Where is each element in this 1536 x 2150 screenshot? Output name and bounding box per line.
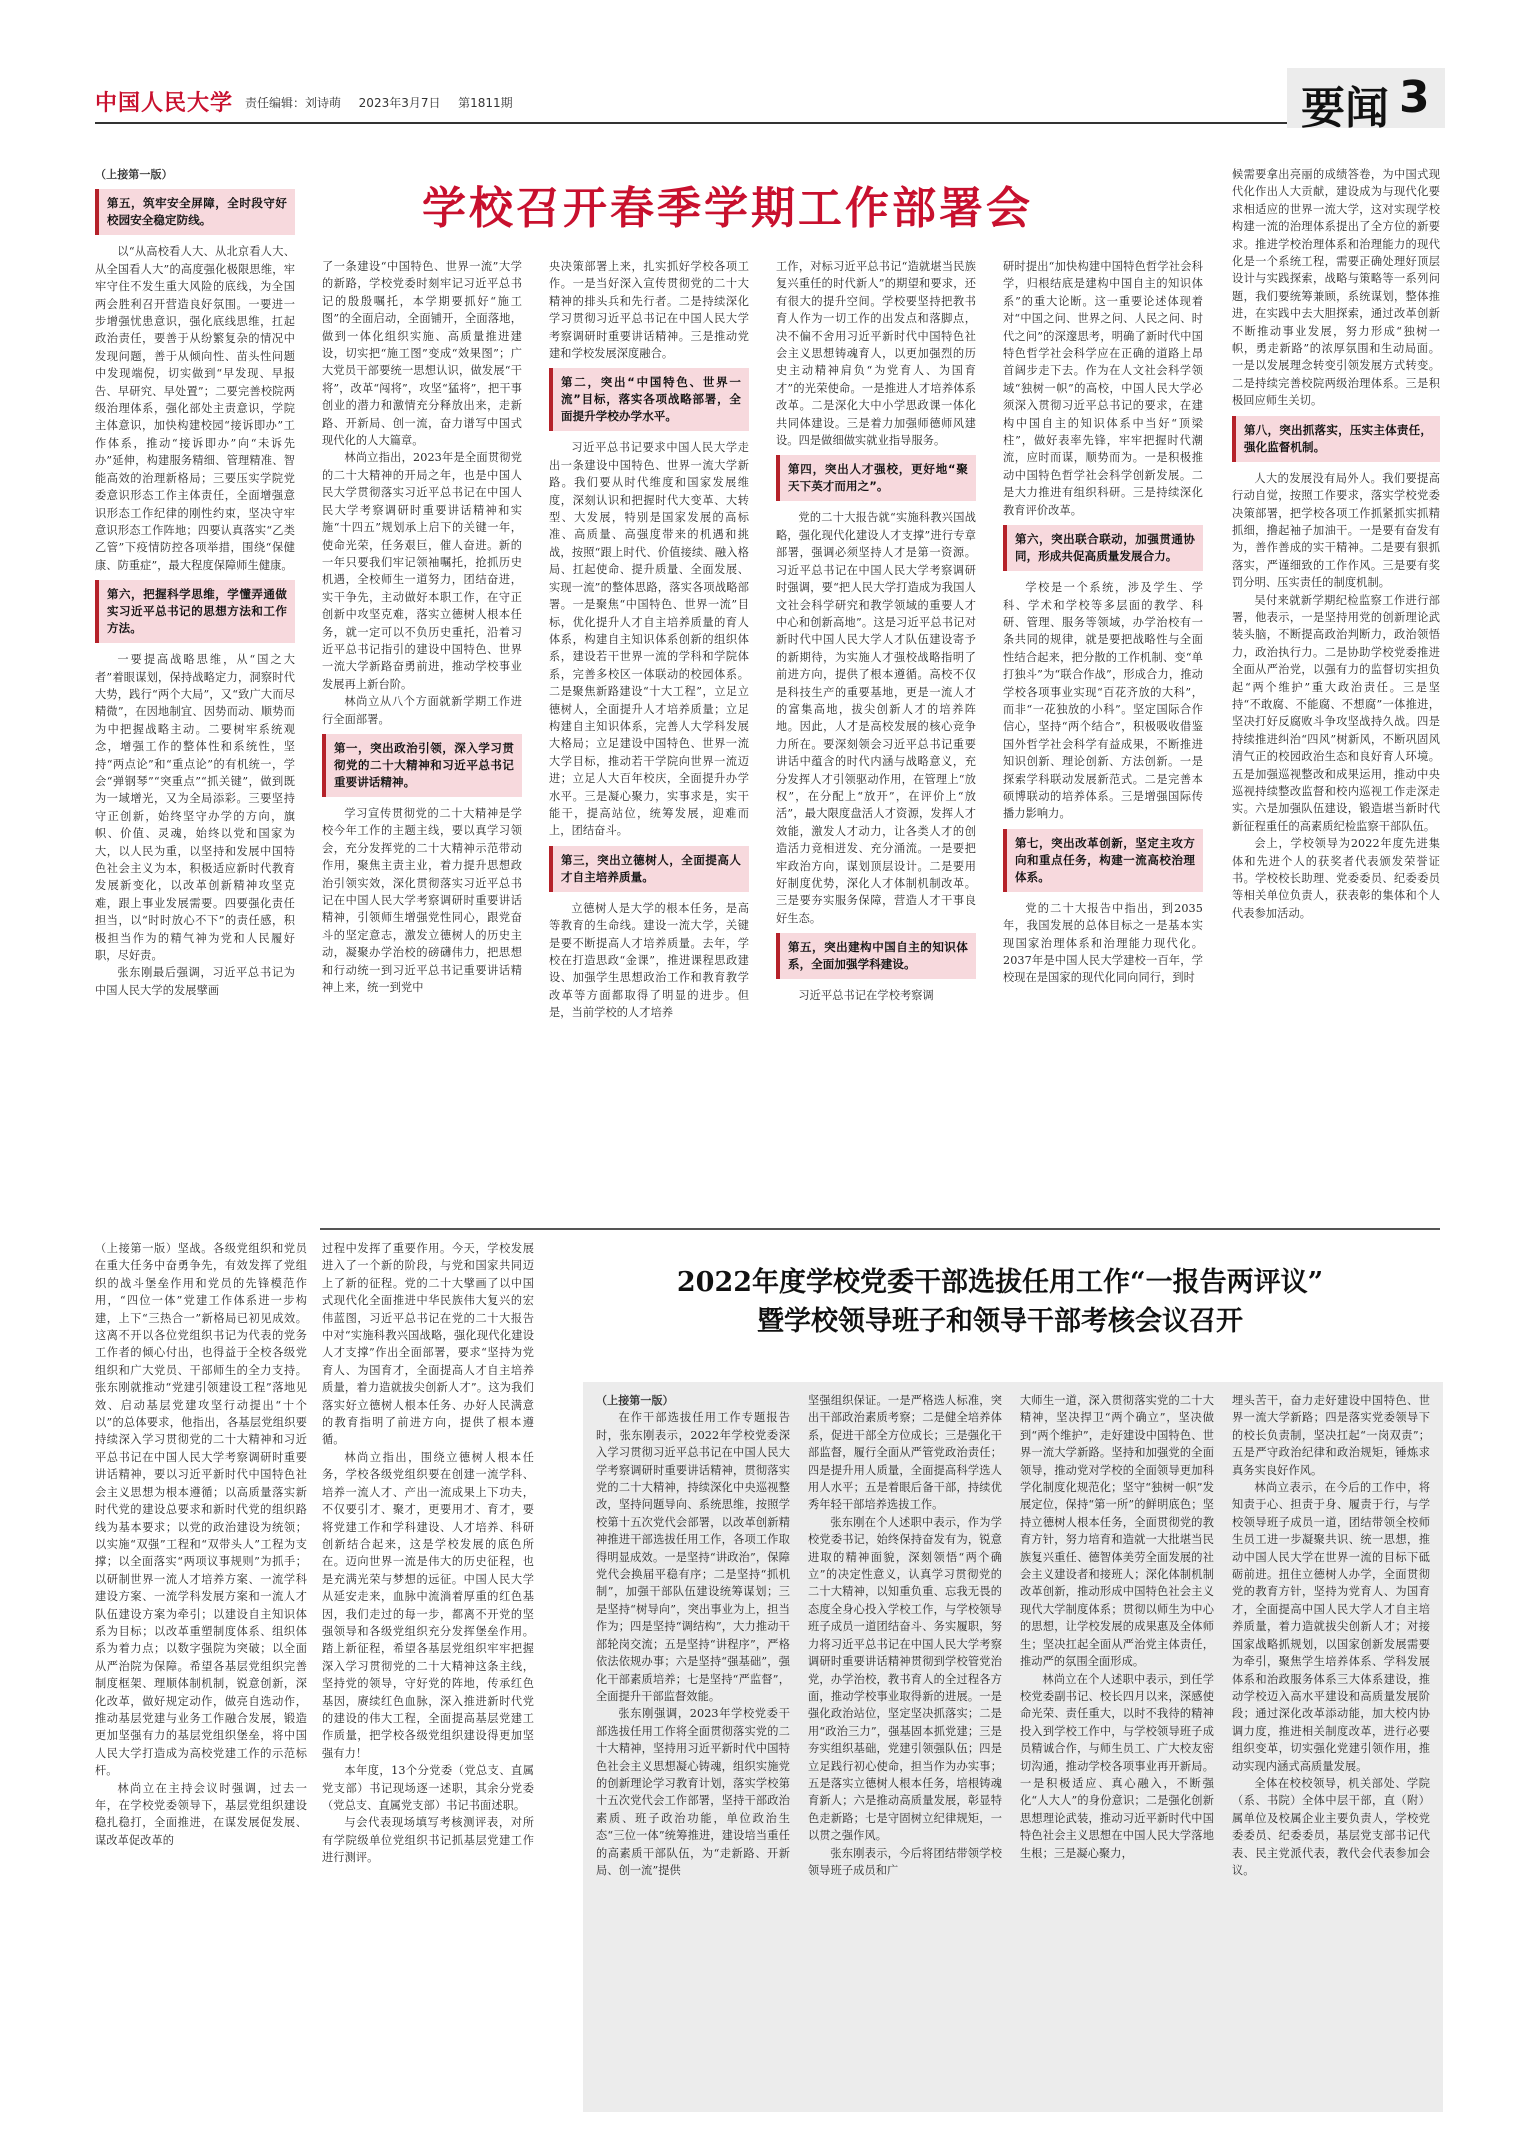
- article2-title: [560, 1264, 1440, 1342]
- article2-column-2: [808, 1392, 1002, 2102]
- paragraph: 学校是一个系统，涉及学生、学科、学术和学校等多层面的教学、科研、管理、服务等领域，办学治校有一条共同的规律，就是要把战略性与全面性结合起来，把分散的工作机制、变“单打独斗”为“联合作战”，形成合力，推动学校各项事业实现“百花齐放的大科”，而非“一花独放的小科”。坚定国际合作信心，坚持“两个结合”，积极吸收借鉴国外哲学社会科学有益成果，不断推进知识创新、理论创新、方法创新。一是探索学科联动发展新范式。二是完善本硕博联动的培养体系。三是增强国际传播力影响力。: [1003, 581, 1203, 821]
- article1-column-4: [776, 258, 976, 1210]
- paragraph: 了一条建设“中国特色、世界一流”大学的新路，学校党委时刻牢记习近平总书记的殷殷嘱托，本学期要抓好“施工图”的全面启动，全面铺开，全面落地，做到一体化组织实施、高质量推进建设，切实把“施工图”变成“效果图”；广大党员干部要统一思想认识，做发展“干将”，改革“闯将”，攻坚“猛将”，把干事创业的潜力和激情充分释放出来，走新路、开新局、创一流，奋力谱写中国式现代化的人大篇章。: [322, 260, 522, 448]
- paragraph: 林尚立指出，2023年是全面贯彻党的二十大精神的开局之年，也是中国人民大学贯彻落实习近平总书记在中国人民大学考察调研时重要讲话精神和实施“十四五”规划承上启下的关键一年，使命光荣，任务艰巨，催人奋进。新的一年只要我们牢记领袖嘱托，抢抓历史机遇，全校师生一道努力，团结奋进，实干争先，主动做好本职工作，在守正创新中攻坚克难，落实立德树人根本任务，就一定可以不负历史重托，沿着习近平总书记指引的建设中国特色、世界一流大学新路奋勇前进，推动学校事业发展再上新台阶。: [322, 451, 522, 691]
- article1-column-3: [549, 258, 749, 1210]
- subheading-8: 第八，突出抓落实，压实主体责任，强化监督机制。: [1232, 416, 1440, 462]
- subheading-5b: 第五，突出建构中国自主的知识体系，全面加强学科建设。: [776, 933, 976, 979]
- article2-column-1: [596, 1392, 790, 2102]
- article2-left-column-1: [95, 1240, 307, 2110]
- editor-credit: 责任编辑：刘诗萌: [245, 96, 342, 110]
- paragraph: 与会代表现场填写考核测评表，对所有学院级单位党组织书记抓基层党建工作进行测评。: [322, 1816, 534, 1865]
- paragraph: 大师生一道，深入贯彻落实党的二十大精神，坚决捍卫“两个确立”，坚决做到“两个维护”，走好建设中国特色、世界一流大学新路。坚持和加强党的全面领导，推动党对学校的全面领导更加科学化制度化规范化；坚守“独树一帜”发展定位，保持“第一所”的鲜明底色；坚持立德树人根本任务，全面贯彻党的教育方针，努力培育和造就一大批堪当民族复兴重任、德智体美劳全面发展的社会主义建设者和接班人；深化体制机制改革创新，推动形成中国特色社会主义现代大学制度体系；贯彻以师生为中心的思想，让学校发展的成果惠及全体师生；坚决扛起全面从严治党主体责任，推动严的氛围全面形成。: [1020, 1394, 1214, 1669]
- paragraph: 林尚立在主持会议时强调，过去一年，在学校党委领导下，基层党组织建设稳扎稳打，全面推进，在谋发展促发展、谋改革促改革的: [95, 1781, 307, 1847]
- paragraph: 张东刚在个人述职中表示，作为学校党委书记，始终保持奋发有为，锐意进取的精神面貌，深刻领悟“两个确立”的决定性意义，认真学习贯彻党的二十大精神，以知重负重、忘我无畏的态度全身心投入学校工作，与学校领导班子成员一道团结奋斗、务实履职，努力将习近平总书记在中国人民大学考察调研时重要讲话精神贯彻到学校管党治党，办学治校，教书育人的全过程各方面，推动学校事业取得新的进展。一是强化政治站位，坚定坚决抓落实；二是用“政治三力”，强基固本抓党建；三是夯实组织基础，党建引领强队伍；四是立足践行初心使命，担当作为办实事；五是落实立德树人根本任务，培根铸魂育新人；六是推动高质量发展，彰显特色走新路；七是守固树立纪律规矩，一以贯之强作风。: [808, 1515, 1002, 1843]
- article2-left-column-2: [322, 1240, 534, 2110]
- paragraph: 埋头苦干，奋力走好建设中国特色、世界一流大学新路；四是落实党委领导下的校长负责制，坚决扛起“一岗双责”；五是严守政治纪律和政治规矩，锤炼求真务实良好作风。: [1232, 1394, 1430, 1477]
- paragraph: 全体在校校领导，机关部处、学院（系、书院）全体中层干部，直（附）属单位及校属企业主要负责人，学校党委委员、纪委委员，基层党支部书记代表、民主党派代表，教代会代表参加会议。: [1232, 1776, 1430, 1877]
- paragraph: 习近平总书记在学校考察调: [798, 989, 934, 1003]
- paragraph: 习近平总书记要求中国人民大学走出一条建设中国特色、世界一流大学新路。我们要从时代维度和国家发展维度，深刻认识和把握时代大变革、大转型、大发展，特别是国家发展的高标准、高质量、高强度带来的机遇和挑战，按照“跟上时代、价值接续、融入格局、扛起使命、提升质量、全面发展、实现一流”的整体思路，落实各项战略部署。一是聚焦“中国特色、世界一流”目标，优化提升人才自主培养质量的育人体系，构建自主知识体系创新的组织体系，建设若干世界一流的学科和学院体系，完善多校区一体联动的校园体系。二是聚焦新路建设“十大工程”，立足立德树人，全面提升人才培养质量；立足构建自主知识体系，完善人大学科发展大格局；立足建设中国特色、世界一流大学目标，推动若干学院向世界一流迈进；立足人大百年校庆，全面提升办学水平。三是凝心聚力，实事求是，实干能干，提高站位，统筹发展，迎难而上，团结奋斗。: [549, 441, 749, 838]
- subheading-6: 第六，把握科学思维，学懂弄通做实习近平总书记的思想方法和工作方法。: [95, 580, 295, 643]
- paragraph: 过程中发挥了重要作用。今天，学校发展进入了一个新的阶段，与党和国家共同迈上了新的征程。党的二十大擘画了以中国式现代化全面推进中华民族伟大复兴的宏伟蓝图，习近平总书记在党的二十大报告中对“实施科教兴国战略，强化现代化建设人才支撑”作出全面部署，要求“坚持为党育人、为国育才，全面提高人才自主培养质量，着力造就拔尖创新人才”。这为我们落实好立德树人根本任务、办好人民满意的教育指明了前进方向，提供了根本遵循。: [322, 1242, 534, 1447]
- paragraph: 坚强组织保证。一是严格选人标准，突出干部政治素质考察；二是健全培养体系，促进干部全方位成长；三是强化干部监督，履行全面从严管党政治责任；四是提升用人质量，全面提高科学选人用人水平；五是着眼后备干部，持续优秀年轻干部培养选拔工作。: [808, 1394, 1002, 1512]
- section-name: 要闻: [1301, 83, 1389, 134]
- article2-title-line-2: 暨学校领导班子和领导干部考核会议召开: [757, 1306, 1243, 1337]
- article1-column-5: [1003, 258, 1203, 1210]
- paragraph: 人大的发展没有局外人。我们要提高行动自觉，按照工作要求，落实学校党委决策部署，把学校各项工作抓紧抓实抓精抓细，撸起袖子加油干。一是要有奋发有为，善作善成的实干精神。二是要有狠抓落实，严谨细致的工作作风。三是要有奖罚分明、压实责任的制度机制。: [1232, 471, 1440, 590]
- article2-title-line-1: 2022年度学校党委干部选拔任用工作“一报告两评议”: [676, 1267, 1324, 1298]
- subheading-3: 第三，突出立德树人，全面提高人才自主培养质量。: [549, 846, 749, 892]
- section-divider: [320, 1228, 1440, 1230]
- newspaper-logo: 中国人民大学: [95, 90, 234, 116]
- paragraph: 一要提高战略思维，从“国之大者”着眼谋划，保持战略定力，洞察时代大势，践行“两个大局”，又“致广大而尽精微”，在因地制宜、因势而动、顺势而为中把握战略主动。二要树牢系统观念，增强工作的整体性和系统性，坚持“两点论”和“重点论”的有机统一，学会“弹钢琴”“突重点”“抓关键”，做到既为一域增光，又为全局添彩。三要坚持守正创新，始终坚守办学的方向，旗帜、价值、灵魂，始终以党和国家为大，以人民为重，以坚持和发展中国特色社会主义为本，积极适应新时代教育发展新变化，以改革创新精神攻坚克难，跟上事业发展需要。四要强化责任担当，以“时时放心不下”的责任感，积极担当作为的精气神为党和人民履好职，尽好责。: [95, 653, 295, 963]
- paragraph: 央决策部署上来，扎实抓好学校各项工作。一是当好深入宣传贯彻党的二十大精神的排头兵和先行者。二是持续深化学习贯彻习近平总书记在中国人民大学考察调研时重要讲话精神。三是推动党建和学校发展深度融合。: [549, 260, 749, 361]
- paragraph: 张东刚最后强调，习近平总书记为中国人民大学的发展擘画: [95, 966, 295, 997]
- paragraph: 候需要拿出亮丽的成绩答卷，为中国式现代化作出人大贡献，建设成为与现代化要求相适应的世界一流大学，这对实现学校构建一流的治理体系提出了全方位的新要求。推进学校治理体系和治理能力的现代化是一个系统工程，需要正确处理好顶层设计与实践探索，战略与策略等一系列问题，我们要统筹兼顾，系统谋划，整体推进，在实践中去大胆探索，通过改革创新不断推动事业发展，努力形成“独树一帜，勇走新路”的浓厚氛围和生动局面。一是以发展理念转变引领发展方式转变。二是持续完善校院两级治理体系。三是积极回应师生关切。: [1232, 168, 1440, 408]
- header-rule: [95, 122, 1287, 124]
- paragraph: 林尚立从八个方面就新学期工作进行全面部署。: [322, 695, 522, 726]
- page-number: 3: [1399, 72, 1430, 123]
- paragraph: 工作，对标习近平总书记“造就堪当民族复兴重任的时代新人”的期望和要求，还有很大的提升空间。学校要坚持把教书育人作为一切工作的出发点和落脚点，决不偏不舍用习近平新时代中国特色社会主义思想铸魂育人，以更加强烈的历史主动精神肩负“为党育人、为国育才”的光荣使命。一是推进人才培养体系改革。二是深化大中小学思政课一体化共同体建设。三是着力加强师德师风建设。四是做细做实就业指导服务。: [776, 260, 976, 448]
- paragraph: 党的二十大报告中指出，到2035年，我国发展的总体目标之一是基本实现国家治理体系和治理能力现代化。2037年是中国人民大学建校一百年，学校现在是国家的现代化同向同行，到时: [1003, 901, 1203, 985]
- subheading-5: 第五，筑牢安全屏障，全时段守好校园安全稳定防线。: [95, 189, 295, 235]
- article1-title: 学校召开春季学期工作部署会: [422, 183, 1033, 234]
- paragraph: 张东刚强调，2023年学校党委干部选拔任用工作将全面贯彻落实党的二十大精神，坚持用习近平新时代中国特色社会主义思想凝心铸魂，组织实施党的创新理论学习教育计划，落实学校第十五次党代会工作部署，坚持干部政治素质、班子政治功能，单位政治生态“三位一体”统筹推进，建设培当重任的高素质干部队伍，为“走新路、开新局、创一流”提供: [596, 1707, 790, 1877]
- paragraph: 吴付来就新学期纪检监察工作进行部署，他表示，一是坚持用党的创新理论武装头脑，不断提高政治判断力，政治领悟力，政治执行力。二是协助学校党委推进全面从严治党，以强有力的监督切实担负起“两个维护”重大政治责任。三是坚持“不敢腐、不能腐、不想腐”一体推进，坚决打好反腐败斗争攻坚战持久战。四是持续推进纠治“四风”树新风，不断巩固风清气正的校园政治生态和良好育人环境。五是加强巡视整改和成果运用，推动中央巡视持续整改监督和校内巡视工作走深走实。六是加强队伍建设，锻造堪当新时代新征程重任的高素质纪检监察干部队伍。: [1232, 593, 1440, 833]
- article1-column-2: [322, 258, 522, 1210]
- issue-number: 第1811期: [458, 96, 513, 110]
- article1-column-6: [1232, 166, 1440, 1210]
- paragraph: 立德树人是大学的根本任务，是高等教育的生命线。建设一流大学，关键是要不断提高人才培养质量。去年，学校在打造思政“金课”，推进课程思政建设、加强学生思想政治工作和教育教学改革等方面都取得了明显的进步。但是，当前学校的人才培养: [549, 901, 749, 1020]
- issue-date: 2023年3月7日: [358, 96, 441, 110]
- paragraph: 林尚立表示，在今后的工作中，将知责于心、担责于身、履责于行，与学校领导班子成员一道，团结带领全校师生员工进一步凝聚共识、统一思想，推动中国人民大学在世界一流的目标下砥砺前进。扭住立德树人办学，全面贯彻党的教育方针，坚持为党育人、为国育才，全面提高中国人民大学人才自主培养质量，着力造就拔尖创新人才；对接国家战略抓规划，以国家创新发展需要为牵引，聚焦学生培养体系、学科发展体系和治政服务体系三大体系建设，推动学校迈入高水平建设和高质量发展阶段；通过深化改革添动能，加大校内协调力度，推进相关制度改革，进行必要组织变革，切实强化党建引领作用，推动实现内涵式高质量发展。: [1232, 1481, 1430, 1773]
- masthead: [95, 72, 1447, 134]
- paragraph: 会上，学校领导为2022年度先进集体和先进个人的获奖者代表颁发荣誉证书。学校校长助理、党委委员、纪委委员等相关单位负责人，获表彰的集体和个人代表参加活动。: [1232, 837, 1440, 920]
- article2-column-3: [1020, 1392, 1214, 2102]
- subheading-6b: 第六，突出联合联动，加强贯通协同，形成共促高质量发展合力。: [1003, 525, 1203, 571]
- paragraph: 在作干部选拔任用工作专题报告时，张东刚表示，2022年学校党委深入学习贯彻习近平总书记在中国人民大学考察调研时重要讲话精神，贯彻落实党的二十大精神，持续深化中央巡视整改，坚持问题导向、系统思维，按照学校第十五次党代会部署，以改革创新精神推进干部选拔任用工作，各项工作取得明显成效。一是坚持“讲政治”，保障党代会换届平稳有序；二是坚持“抓机制”，加强干部队伍建设统筹谋划；三是坚持“树导向”，突出事业为上，担当作为；四是坚持“调结构”，大力推动干部轮岗交流；五是坚持“讲程序”，严格依法依规办事；六是坚持“强基础”，强化干部素质培养；七是坚持“严监督”，全面提升干部监督效能。: [596, 1411, 790, 1703]
- paragraph: 研时提出“加快构建中国特色哲学社会科学，归根结底是建构中国自主的知识体系”的重大论断。这一重要论述体现着对“中国之问、世界之问、人民之问、时代之问”的深邃思考，明确了新时代中国特色哲学社会科学应在正确的道路上昂首阔步走下去。作为在人文社会科学领域“独树一帜”的高校，中国人民大学必须深入贯彻习近平总书记的要求，在建构中国自主的知识体系中当好“顶梁柱”，做好表率先锋，牢牢把握时代潮流，应时而谋，顺势而为。一是积极推动中国特色哲学社会科学创新发展。二是大力推进有组织科研。三是持续深化教育评价改革。: [1003, 260, 1203, 517]
- paragraph: 本年度，13个分党委（党总支、直属党支部）书记现场逐一述职，其余分党委（党总支、直属党支部）书记书面述职。: [322, 1764, 534, 1812]
- paragraph: 党的二十大报告就“实施科教兴国战略，强化现代化建设人才支撑”进行专章部署，强调必须坚持人才是第一资源。习近平总书记在中国人民大学考察调研时强调，要“把人民大学打造成为我国人文社会科学研究和教学领域的重要人才中心和创新高地”。这是习近平总书记对新时代中国人民大学人才队伍建设寄予的新期待，为实施人才强校战略指明了前进方向，提供了根本遵循。高校不仅是科技生产的重要基地，更是一流人才的富集高地，拔尖创新人才的培养阵地。因此，人才是高校发展的核心竞争力所在。要深刻领会习近平总书记重要讲话中蕴含的时代内涵与战略意义，充分发挥人才引领驱动作用，在管理上“放权”，在分配上“放开”，在评价上“放活”，最大限度盘活人才资源，发挥人才效能，激发人才动力，让各类人才的创造活力竞相迸发、充分涌流。一是要把牢政治方向，谋划顶层设计。二是要用好制度优势，深化人才体制机制改革。三是要夯实服务保障，营造人才干事良好生态。: [776, 511, 976, 925]
- section-tab: [1287, 68, 1445, 134]
- subheading-1: 第一，突出政治引领，深入学习贯彻党的二十大精神和习近平总书记重要讲话精神。: [322, 734, 522, 797]
- article2-column-4: [1232, 1392, 1430, 2102]
- paragraph: 林尚立在个人述职中表示，到任学校党委副书记、校长四月以来，深感使命光荣、责任重大，以时不我待的精神投入到学校工作中，与学校领导班子成员精诚合作，与师生员工、广大校友密切沟通，推动学校各项事业再开新局。一是积极适应、真心融入，不断强化“人大人”的身份意识；二是强化创新思想理论武装，推动习近平新时代中国特色社会主义思想在中国人民大学落地生根；三是凝心聚力，: [1020, 1672, 1214, 1860]
- paragraph: 学习宣传贯彻党的二十大精神是学校今年工作的主题主线，要以真学习领会，充分发挥党的二十大精神示范带动作用，聚焦主责主业，着力提升思想政治引领实效，深化贯彻落实习近平总书记在中国人民大学考察调研时重要讲话精神，引领师生增强党性同心，跟党奋斗的坚定意志，激发立德树人的历史主动，凝聚办学治校的磅礴伟力，把思想和行动统一到习近平总书记重要讲话精神上来，统一到党中: [322, 806, 522, 995]
- header-meta: [245, 94, 513, 111]
- subheading-7: 第七，突出改革创新，坚定主攻方向和重点任务，构建一流高校治理体系。: [1003, 829, 1203, 892]
- subheading-4: 第四，突出人才强校，更好地“聚天下英才而用之”。: [776, 455, 976, 501]
- paragraph: （上接第一版）坚战。各级党组织和党员在重大任务中奋勇争先，有效发挥了党组织的战斗堡垒作用和党员的先锋模范作用，“四位一体”党建工作体系进一步构建，上下“三热合一”新格局已初见成效。这离不开以各位党组织书记为代表的党务工作者的倾心付出，也得益于全校各级党组织和广大党员、干部师生的全力支持。张东刚就推动“党建引领建设工程”落地见效、启动基层党建攻坚行动提出“十个以”的总体要求，他指出，各基层党组织要持续深入学习贯彻党的二十大精神和习近平总书记在中国人民大学考察调研时重要讲话精神，要以习近平新时代中国特色社会主义思想为根本遵循；以高质量落实新时代党的建设总要求和新时代党的组织路线为基本要求；以党的政治建设为统领；以实施“双强”工程和“双带头人”工程为支撑；以全面落实“两项议事规则”为抓手；以研制世界一流人才培养方案、一流学科建设方案、一流学科发展方案和一流人才队伍建设方案为牵引；以建设自主知识体系为目标；以改革重塑制度体系、组织体系为着力点；以数字强院为突破；以全面从严治院为保障。希望各基层党组织完善制度框架、理顺体制机制，锐意创新，深化改革，做好规定动作，做亮自选动作，推动基层党建与业务工作融合发展，锻造更加坚强有力的基层党组织堡垒，将中国人民大学打造成为高校党建工作的示范标杆。: [95, 1242, 307, 1778]
- paragraph: 林尚立指出，围绕立德树人根本任务，学校各级党组织要在创建一流学科、培养一流人才、产出一流成果上下功夫，不仅要引才、聚才，更要用才、育才，要将党建工作和学科建设、人才培养、科研创新结合起来，这是学校发展的底色所在。迈向世界一流是伟大的历史征程，也是充满光荣与梦想的远征。中国人民大学从延安走来，血脉中流淌着厚重的红色基因，我们走过的每一步，都离不开党的坚强领导和各级党组织充分发挥堡垒作用。踏上新征程，希望各基层党组织牢牢把握深入学习贯彻党的二十大精神这条主线，坚持党的领导，守好党的阵地，传承红色基因，赓续红色血脉，深入推进新时代党的建设的伟大工程，全面提高基层党建工作质量，把学校各级党组织建设得更加坚强有力！: [322, 1450, 534, 1760]
- article1-column-1: [95, 166, 295, 1210]
- subheading-2: 第二，突出“中国特色、世界一流”目标，落实各项战略部署，全面提升学校办学水平。: [549, 368, 749, 431]
- paragraph: 张东刚表示，今后将团结带领学校领导班子成员和广: [808, 1846, 1002, 1877]
- continued-label: （上接第一版）: [95, 168, 173, 181]
- paragraph: 以“从高校看人大、从北京看人大、从全国看人大”的高度强化极限思维，牢牢守住不发生重大风险的底线，为全国两会胜利召开营造良好氛围。一要进一步增强忧患意识，强化底线思维，扛起政治责任，要善于从纷繁复杂的情况中发现问题，善于从倾向性、苗头性问题中发现端倪，切实做到“早发现、早报告、早研究、早处置”；二要完善校院两级治理体系，强化部处主责意识，学院主体意识，加快构建校园“接诉即办”工作体系，推动“接诉即办”向“未诉先办”延伸，构建服务精细、管理精准、智能高效的治理新格局；三要压实学院党委意识形态工作主体责任，全面增强意识形态工作纪律的刚性约束，坚决守牢意识形态工作阵地；四要认真落实“乙类乙管”下疫情防控各项举措，围绕“保健康、防重症”，最大程度保障师生健康。: [95, 245, 295, 572]
- continued-label: （上接第一版）: [596, 1394, 674, 1407]
